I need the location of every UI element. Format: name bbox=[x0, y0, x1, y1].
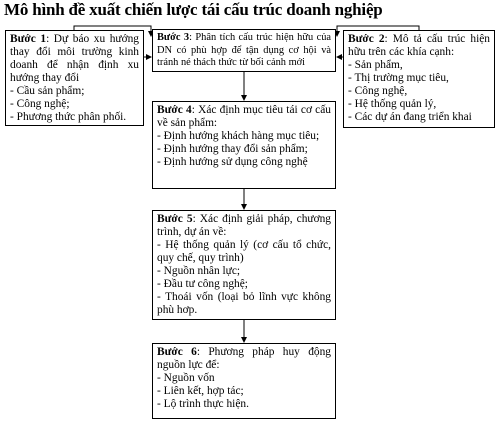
step1-text: : Dự báo xu hướng thay đổi môi trường kinh doanh để nhận định xu hướng thay đổi bbox=[10, 33, 139, 84]
step3-label: Bước 3 bbox=[157, 32, 190, 43]
step4-box bbox=[152, 101, 336, 189]
step6-heading bbox=[157, 346, 331, 372]
step1-label: Bước 1 bbox=[10, 33, 47, 45]
list-item: - Thị trường mục tiêu, bbox=[348, 72, 490, 85]
step2-box bbox=[343, 30, 495, 128]
step3-text: : Phân tích cấu trúc hiện hữu của DN có phù hợp để tận dụng cơ hội và tránh né thách thức từ bối cảnh mới bbox=[157, 32, 331, 68]
step5-list bbox=[157, 239, 331, 317]
list-item: - Nguồn nhân lực; bbox=[157, 265, 331, 278]
step2-label: Bước 2 bbox=[348, 33, 385, 45]
step5-label: Bước 5 bbox=[157, 213, 193, 225]
page-title: Mô hình đề xuất chiến lược tái cấu trúc doanh nghiệp bbox=[4, 0, 383, 19]
list-item: - Liên kết, hợp tác; bbox=[157, 385, 331, 398]
step3-box bbox=[152, 29, 336, 72]
step6-text: : Phương pháp huy động nguồn lực để: bbox=[157, 346, 332, 371]
step6-label: Bước 6 bbox=[157, 346, 197, 358]
list-item: - Đầu tư công nghệ; bbox=[157, 278, 331, 291]
list-item: - Sản phẩm, bbox=[348, 59, 490, 72]
list-item: - Định hướng thay đổi sản phẩm; bbox=[157, 143, 331, 156]
step1-heading bbox=[10, 33, 139, 85]
list-item: - Các dự án đang triển khai bbox=[348, 111, 490, 124]
list-item: - Cầu sản phẩm; bbox=[10, 85, 139, 98]
list-item: - Phương thức phân phối. bbox=[10, 111, 139, 124]
step1-box bbox=[5, 30, 144, 126]
list-item: - Định hướng khách hàng mục tiêu; bbox=[157, 130, 331, 143]
step4-text: : Xác định mục tiêu tái cơ cấu về sản phẩm: bbox=[157, 104, 331, 129]
step4-heading bbox=[157, 104, 331, 130]
list-item: - Lộ trình thực hiện. bbox=[157, 398, 331, 411]
step2-list bbox=[348, 59, 490, 124]
step1-list bbox=[10, 85, 139, 124]
step2-heading bbox=[348, 33, 490, 59]
step5-heading bbox=[157, 213, 331, 239]
step5-text: : Xác định giải pháp, chương trình, dự án về: bbox=[157, 213, 332, 238]
step3-heading bbox=[157, 32, 331, 70]
list-item: - Công nghệ, bbox=[348, 85, 490, 98]
list-item: - Hệ thống quản lý, bbox=[348, 98, 490, 111]
step6-box bbox=[152, 343, 336, 419]
list-item: - Thoái vốn (loại bỏ lĩnh vực không phù hơp. bbox=[157, 291, 331, 317]
list-item: - Hệ thống quản lý (cơ cấu tổ chức, quy chế, quy trình) bbox=[157, 239, 331, 265]
list-item: - Định hướng sử dụng công nghệ bbox=[157, 156, 331, 169]
list-item: - Công nghệ; bbox=[10, 98, 139, 111]
step2-text: : Mô tả cấu trúc hiện hữu trên các khía cạnh: bbox=[348, 33, 491, 58]
step4-list bbox=[157, 130, 331, 169]
step5-box bbox=[152, 210, 336, 320]
step4-label: Bước 4 bbox=[157, 104, 192, 116]
step6-list bbox=[157, 372, 331, 411]
list-item: - Nguồn vốn bbox=[157, 372, 331, 385]
